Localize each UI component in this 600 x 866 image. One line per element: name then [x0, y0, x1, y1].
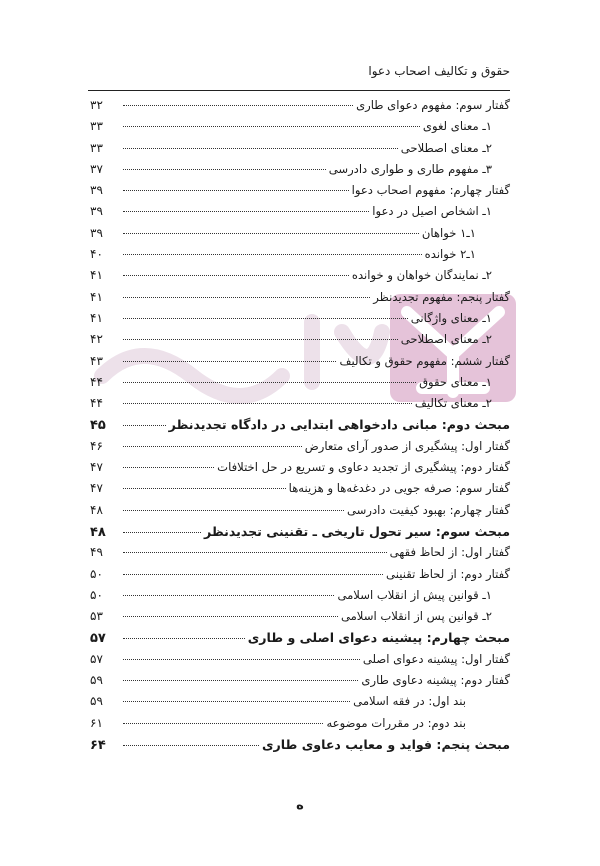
toc-entry-page: ۴۸	[90, 524, 106, 540]
toc-entry-title: ۱ـ۲ خوانده	[424, 247, 476, 262]
toc-entry-page: ۳۳	[90, 119, 103, 134]
toc-entry-page: ۳۷	[90, 161, 103, 176]
toc-entry	[90, 503, 510, 524]
toc-entry-title: گفتار چهارم: بهبود کیفیت دادرسی	[347, 502, 510, 517]
toc-entry-title: ۲ـ معنای اصطلاحی	[400, 140, 492, 155]
toc-entry	[90, 354, 510, 375]
toc-dot-leader	[123, 402, 412, 404]
toc-entry	[90, 98, 510, 119]
toc-entry-page: ۶۱	[90, 715, 103, 730]
toc-dot-leader	[123, 147, 398, 149]
toc-entry-page: ۴۱	[90, 310, 103, 325]
toc-entry-page: ۴۹	[90, 545, 103, 560]
toc-entry-page: ۳۹	[90, 183, 103, 198]
toc-entry-page: ۴۵	[90, 418, 106, 434]
toc-entry	[90, 162, 510, 183]
toc-dot-leader	[123, 424, 166, 426]
toc-entry-page: ۳۳	[90, 140, 103, 155]
toc-entry-page: ۵۹	[90, 673, 103, 688]
toc-entry-page: ۴۳	[90, 353, 103, 368]
page-folio: ه	[296, 798, 304, 813]
toc-entry-page: ۴۸	[90, 502, 103, 517]
toc-entry-page: ۳۹	[90, 204, 103, 219]
toc-entry-title: ۱ـ قوانین پیش از انقلاب اسلامی	[337, 587, 492, 602]
toc-entry-page: ۴۲	[90, 332, 103, 347]
running-head: حقوق و تکالیف اصحاب دعوا	[368, 64, 510, 78]
toc-entry-title: گفتار دوم: از لحاظ تقنینی	[386, 566, 510, 581]
toc-entry-title: ۱ـ۱ خواهان	[421, 225, 476, 240]
toc-entry-title: بند دوم: در مقررات موضوعه	[326, 715, 466, 730]
toc-entry-title: ۲ـ معنای تکالیف	[414, 396, 492, 411]
toc-dot-leader	[123, 274, 349, 276]
toc-dot-leader	[123, 679, 358, 681]
toc-entry-title: مبحث پنجم: فواید و معایب دعاوی طاری	[261, 736, 510, 752]
toc-entry-title: بند اول: در فقه اسلامی	[353, 694, 466, 709]
table-of-contents	[90, 98, 510, 758]
toc-entry	[90, 247, 510, 268]
toc-entry	[90, 652, 510, 673]
toc-entry	[90, 183, 510, 204]
toc-entry-title: ۲ـ معنای اصطلاحی	[400, 332, 492, 347]
toc-entry-title: ۱ـ معنای واژگانی	[410, 310, 492, 325]
toc-dot-leader	[123, 232, 419, 234]
toc-entry	[90, 311, 510, 332]
toc-entry	[90, 290, 510, 311]
toc-entry	[90, 524, 510, 545]
toc-dot-leader	[123, 296, 370, 298]
toc-entry-page: ۵۰	[90, 566, 103, 581]
toc-dot-leader	[123, 466, 214, 468]
toc-entry-page: ۳۲	[90, 98, 103, 112]
toc-dot-leader	[123, 189, 349, 191]
toc-entry-page: ۵۷	[90, 651, 103, 666]
toc-dot-leader	[123, 722, 323, 724]
toc-dot-leader	[123, 594, 334, 596]
toc-dot-leader	[123, 573, 383, 575]
toc-dot-leader	[123, 700, 350, 702]
toc-entry	[90, 396, 510, 417]
toc-entry-title: گفتار دوم: پیشگیری از تجدید دعاوی و تسریع در حل اختلافات	[217, 460, 510, 475]
toc-entry-page: ۵۹	[90, 694, 103, 709]
toc-entry-title: گفتار سوم: مفهوم دعوای طاری	[356, 98, 510, 112]
toc-entry-title: ۳ـ مفهوم طاری و طواری دادرسی	[328, 161, 492, 176]
toc-entry-title: ۱ـ معنای حقوق	[419, 374, 492, 389]
toc-entry	[90, 481, 510, 502]
toc-entry	[90, 204, 510, 225]
toc-entry-title: ۲ـ نمایندگان خواهان و خوانده	[351, 268, 492, 283]
toc-entry	[90, 588, 510, 609]
toc-entry	[90, 375, 510, 396]
toc-entry-page: ۴۷	[90, 460, 103, 475]
toc-entry-title: گفتار اول: پیشینه دعوای اصلی	[362, 651, 510, 666]
toc-entry	[90, 673, 510, 694]
toc-dot-leader	[123, 168, 326, 170]
toc-entry	[90, 417, 510, 438]
toc-entry	[90, 460, 510, 481]
toc-entry	[90, 332, 510, 353]
toc-entry	[90, 226, 510, 247]
toc-dot-leader	[123, 125, 420, 127]
toc-entry-title: مبحث چهارم: پیشینه دعوای اصلی و طاری	[247, 630, 510, 646]
toc-entry-page: ۴۰	[90, 247, 103, 262]
toc-entry-title: مبحث دوم: مبانی دادخواهی ابتدایی در دادگاه تجدیدنظر	[168, 417, 510, 433]
toc-entry	[90, 545, 510, 566]
toc-dot-leader	[123, 744, 259, 746]
toc-entry-title: گفتار ششم: مفهوم حقوق و تکالیف	[339, 353, 510, 368]
toc-entry-page: ۴۶	[90, 438, 103, 453]
toc-entry-title: ۲ـ قوانین پس از انقلاب اسلامی	[340, 609, 492, 624]
toc-entry	[90, 694, 510, 715]
toc-dot-leader	[123, 445, 302, 447]
toc-dot-leader	[123, 338, 398, 340]
toc-entry-page: ۵۰	[90, 587, 103, 602]
toc-entry-title: گفتار چهارم: مفهوم اصحاب دعوا	[351, 183, 510, 198]
toc-entry-title: مبحث سوم: سیر تحول تاریخی ـ تقنینی تجدیدنظر	[203, 523, 510, 539]
toc-dot-leader	[123, 381, 416, 383]
toc-entry-title: گفتار پنجم: مفهوم تجدیدنظر	[373, 289, 510, 304]
toc-entry	[90, 141, 510, 162]
toc-entry-page: ۳۹	[90, 225, 103, 240]
toc-dot-leader	[123, 531, 201, 533]
toc-entry-page: ۴۷	[90, 481, 103, 496]
toc-entry-page: ۴۱	[90, 268, 103, 283]
toc-entry-title: گفتار دوم: پیشینه دعاوی طاری	[361, 673, 510, 688]
toc-dot-leader	[123, 210, 369, 212]
toc-dot-leader	[123, 509, 344, 511]
toc-dot-leader	[123, 615, 338, 617]
toc-entry-page: ۴۱	[90, 289, 103, 304]
toc-entry-page: ۶۴	[90, 737, 106, 753]
toc-entry-title: گفتار اول: از لحاظ فقهی	[389, 545, 510, 560]
toc-entry	[90, 737, 510, 758]
toc-dot-leader	[123, 360, 336, 362]
toc-entry-title: گفتار اول: پیشگیری از صدور آرای متعارض	[304, 438, 510, 453]
toc-entry-page: ۴۴	[90, 374, 103, 389]
toc-dot-leader	[123, 658, 360, 660]
toc-dot-leader	[123, 551, 387, 553]
toc-entry-title: گفتار سوم: صرفه جویی در دغدغه‌ها و هزینه‌ها	[288, 481, 510, 496]
toc-dot-leader	[123, 637, 245, 639]
toc-entry	[90, 630, 510, 651]
toc-dot-leader	[123, 317, 408, 319]
toc-entry	[90, 119, 510, 140]
toc-entry	[90, 609, 510, 630]
toc-entry	[90, 567, 510, 588]
toc-entry-page: ۵۳	[90, 609, 103, 624]
toc-entry-page: ۴۴	[90, 396, 103, 411]
header-rule	[88, 90, 510, 91]
toc-dot-leader	[123, 253, 422, 255]
toc-entry	[90, 716, 510, 737]
toc-dot-leader	[123, 487, 286, 489]
toc-entry	[90, 268, 510, 289]
toc-entry-title: ۱ـ اشخاص اصیل در دعوا	[372, 204, 492, 219]
toc-entry-title: ۱ـ معنای لغوی	[422, 119, 492, 134]
toc-dot-leader	[123, 104, 353, 106]
toc-entry-page: ۵۷	[90, 631, 106, 647]
toc-entry	[90, 439, 510, 460]
